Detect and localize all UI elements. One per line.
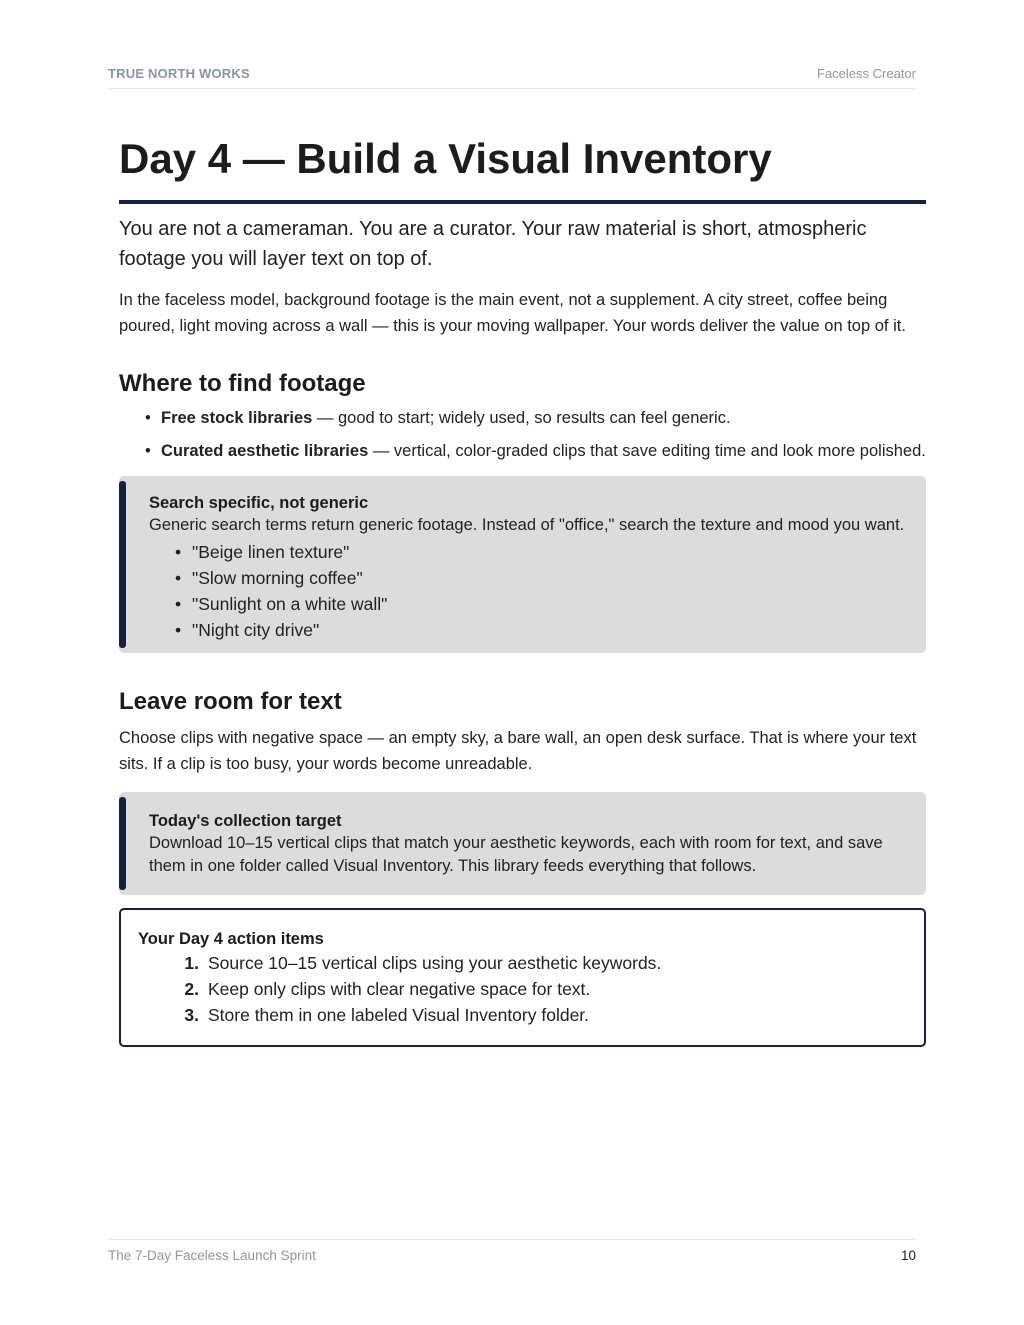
list-item xyxy=(173,976,908,1002)
callout-title: Search specific, not generic xyxy=(149,494,369,512)
step-number: 1. xyxy=(184,953,199,973)
list-item xyxy=(175,591,912,617)
text-room-paragraph: Choose clips with negative space — an empty sky, a bare wall, an open desk surface. That is where your text sits. If a clip is too busy, your words become unreadable. xyxy=(119,729,917,773)
callout-accent-bar xyxy=(119,797,126,890)
action-items-title: Your Day 4 action items xyxy=(138,930,324,948)
callout-accent-bar xyxy=(119,481,126,648)
lead-paragraph: You are not a cameraman. You are a curator. Your raw material is short, atmospheric footage you will layer text on top of. xyxy=(119,218,867,270)
bullet-icon: • xyxy=(145,409,151,427)
bullet-icon: • xyxy=(175,620,182,640)
intro-paragraph: In the faceless model, background footage is the main event, not a supplement. A city street, coffee being poured, light moving across a wall — this is your moving wallpaper. Your words deliver the value on top of it. xyxy=(119,291,906,335)
callout-text: Download 10–15 vertical clips that match your aesthetic keywords, each with room for text, and save them in one folder called Visual Inventory. This library feeds everything that follows. xyxy=(149,834,883,875)
action-items-box xyxy=(119,908,926,1047)
bullet-icon: • xyxy=(175,594,182,614)
search-terms-list xyxy=(149,539,912,643)
step-text: Store them in one labeled Visual Inventory folder. xyxy=(208,1005,590,1025)
search-term: "Beige linen texture" xyxy=(192,542,350,562)
bullet-icon: • xyxy=(175,568,182,588)
page-title: Day 4 — Build a Visual Inventory xyxy=(119,134,926,204)
list-item xyxy=(175,539,912,565)
bullet-icon: • xyxy=(175,542,182,562)
list-item xyxy=(173,1002,908,1028)
page-number: 10 xyxy=(900,1248,916,1263)
running-header xyxy=(108,66,916,89)
step-number: 3. xyxy=(184,1005,199,1025)
source-term: Free stock libraries xyxy=(161,409,313,427)
source-description: — good to start; widely used, so results can feel generic. xyxy=(312,409,731,427)
search-tip-callout xyxy=(119,476,926,653)
step-text: Keep only clips with clear negative space for text. xyxy=(208,979,591,999)
brand-name: TRUE NORTH WORKS xyxy=(108,66,250,81)
list-item xyxy=(173,950,908,976)
step-number: 2. xyxy=(184,979,199,999)
document-title: The 7-Day Faceless Launch Sprint xyxy=(108,1248,316,1263)
text-room-heading: Leave room for text xyxy=(119,688,342,715)
find-footage-heading: Where to find footage xyxy=(119,370,366,397)
bullet-icon: • xyxy=(145,442,151,460)
action-steps-list xyxy=(138,950,908,1028)
collection-target-callout xyxy=(119,792,926,895)
source-description: — vertical, color-graded clips that save editing time and look more polished. xyxy=(368,442,926,460)
list-item xyxy=(145,438,926,464)
page-content xyxy=(119,134,926,1047)
list-item xyxy=(175,617,912,643)
running-footer xyxy=(108,1239,916,1263)
step-text: Source 10–15 vertical clips using your aesthetic keywords. xyxy=(208,953,662,973)
search-term: "Slow morning coffee" xyxy=(192,568,363,588)
footage-sources-list xyxy=(119,405,926,464)
source-term: Curated aesthetic libraries xyxy=(161,442,369,460)
list-item xyxy=(145,405,926,431)
callout-text: Generic search terms return generic footage. Instead of "office," search the texture and mood you want. xyxy=(149,516,905,534)
search-term: "Night city drive" xyxy=(192,620,320,640)
search-term: "Sunlight on a white wall" xyxy=(192,594,388,614)
section-tag: Faceless Creator xyxy=(817,66,916,81)
callout-title: Today's collection target xyxy=(149,812,342,830)
list-item xyxy=(175,565,912,591)
